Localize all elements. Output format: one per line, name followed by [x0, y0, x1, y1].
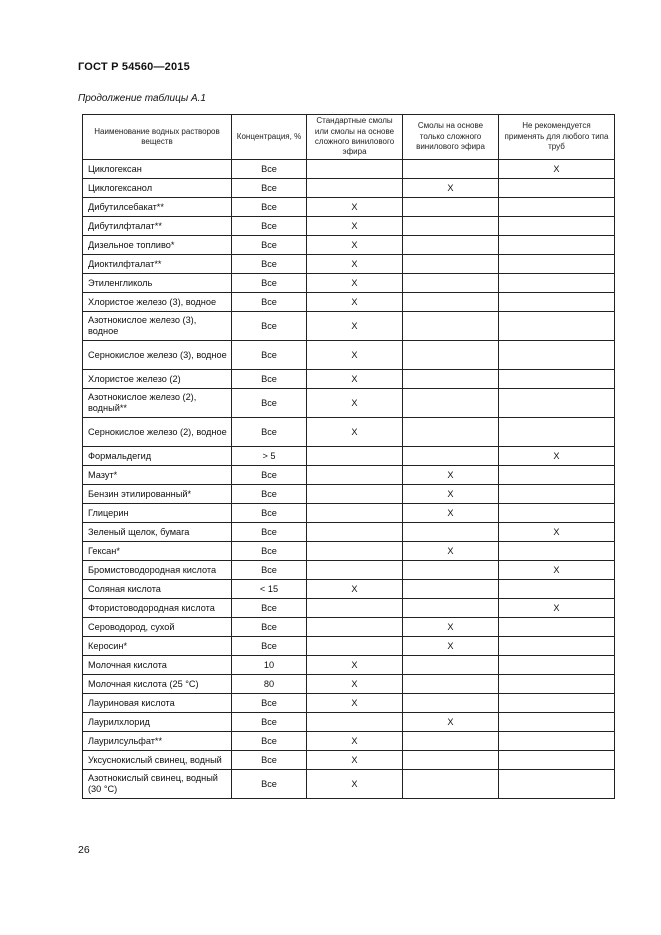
substance-cell: Молочная кислота [83, 656, 232, 675]
substance-cell: Лауриновая кислота [83, 694, 232, 713]
standard-resin-mark [307, 179, 403, 198]
not-recommended-mark: X [499, 160, 615, 179]
substance-cell: Керосин* [83, 637, 232, 656]
not-recommended-mark [499, 542, 615, 561]
table-row [83, 599, 615, 618]
concentration-cell: Все [232, 561, 307, 580]
table-row [83, 466, 615, 485]
not-recommended-mark: X [499, 599, 615, 618]
standard-resin-mark [307, 447, 403, 466]
table-row [83, 618, 615, 637]
substance-cell: Диоктилфталат** [83, 255, 232, 274]
vinyl-ester-resin-mark [403, 580, 499, 599]
concentration-cell: Все [232, 485, 307, 504]
not-recommended-mark [499, 293, 615, 312]
vinyl-ester-resin-mark: X [403, 466, 499, 485]
substance-cell: Зеленый щелок, бумага [83, 523, 232, 542]
vinyl-ester-resin-mark [403, 274, 499, 293]
table-row [83, 255, 615, 274]
concentration-cell: Все [232, 599, 307, 618]
not-recommended-mark [499, 580, 615, 599]
concentration-cell: Все [232, 523, 307, 542]
vinyl-ester-resin-mark [403, 236, 499, 255]
vinyl-ester-resin-mark: X [403, 618, 499, 637]
not-recommended-mark [499, 341, 615, 370]
concentration-cell: Все [232, 637, 307, 656]
standard-resin-mark [307, 466, 403, 485]
substance-cell: Циклогексан [83, 160, 232, 179]
standard-resin-mark [307, 523, 403, 542]
substance-cell: Соляная кислота [83, 580, 232, 599]
table-row [83, 561, 615, 580]
concentration-cell: Все [232, 770, 307, 799]
not-recommended-mark [499, 312, 615, 341]
vinyl-ester-resin-mark [403, 694, 499, 713]
substance-cell: Сероводород, сухой [83, 618, 232, 637]
not-recommended-mark [499, 179, 615, 198]
vinyl-ester-resin-mark: X [403, 504, 499, 523]
table-row [83, 217, 615, 236]
vinyl-ester-resin-mark: X [403, 179, 499, 198]
standard-resin-mark: X [307, 389, 403, 418]
table-row [83, 485, 615, 504]
substance-cell: Гексан* [83, 542, 232, 561]
substance-cell: Бензин этилированный* [83, 485, 232, 504]
standard-resin-mark: X [307, 274, 403, 293]
standard-resin-mark: X [307, 255, 403, 274]
concentration-cell: Все [232, 179, 307, 198]
not-recommended-mark: X [499, 523, 615, 542]
table-row [83, 751, 615, 770]
substance-cell: Сернокислое железо (3), водное [83, 341, 232, 370]
substance-cell: Мазут* [83, 466, 232, 485]
vinyl-ester-resin-mark [403, 447, 499, 466]
not-recommended-mark [499, 637, 615, 656]
standard-resin-mark: X [307, 293, 403, 312]
concentration-cell: Все [232, 618, 307, 637]
standard-resin-mark: X [307, 418, 403, 447]
standard-resin-mark [307, 485, 403, 504]
vinyl-ester-resin-mark: X [403, 713, 499, 732]
table-row [83, 236, 615, 255]
vinyl-ester-resin-mark [403, 255, 499, 274]
not-recommended-mark [499, 770, 615, 799]
not-recommended-mark [499, 504, 615, 523]
table-body [83, 160, 615, 799]
standard-resin-mark: X [307, 694, 403, 713]
concentration-cell: 10 [232, 656, 307, 675]
vinyl-ester-resin-mark: X [403, 542, 499, 561]
substance-cell: Азотнокислое железо (3), водное [83, 312, 232, 341]
table-row [83, 504, 615, 523]
concentration-cell: Все [232, 274, 307, 293]
standard-resin-mark [307, 561, 403, 580]
concentration-cell: Все [232, 542, 307, 561]
not-recommended-mark [499, 255, 615, 274]
not-recommended-mark [499, 198, 615, 217]
substance-cell: Этиленгликоль [83, 274, 232, 293]
vinyl-ester-resin-mark: X [403, 485, 499, 504]
substance-cell: Дибутилсебакат** [83, 198, 232, 217]
substance-cell: Глицерин [83, 504, 232, 523]
table-row [83, 523, 615, 542]
standard-resin-mark: X [307, 656, 403, 675]
table-row [83, 713, 615, 732]
table-row [83, 675, 615, 694]
not-recommended-mark: X [499, 561, 615, 580]
concentration-cell: Все [232, 217, 307, 236]
substance-cell: Формальдегид [83, 447, 232, 466]
standard-resin-mark: X [307, 198, 403, 217]
column-header-substance: Наименование водных растворов веществ [83, 115, 232, 160]
substance-cell: Уксуснокислый свинец, водный [83, 751, 232, 770]
concentration-cell: Все [232, 732, 307, 751]
concentration-cell: Все [232, 418, 307, 447]
vinyl-ester-resin-mark [403, 770, 499, 799]
not-recommended-mark [499, 713, 615, 732]
vinyl-ester-resin-mark [403, 370, 499, 389]
substance-cell: Дизельное топливо* [83, 236, 232, 255]
standard-resin-mark: X [307, 751, 403, 770]
concentration-cell: Все [232, 160, 307, 179]
vinyl-ester-resin-mark [403, 198, 499, 217]
vinyl-ester-resin-mark [403, 675, 499, 694]
standard-resin-mark [307, 637, 403, 656]
standard-resin-mark: X [307, 732, 403, 751]
standard-resin-mark: X [307, 370, 403, 389]
table-row [83, 293, 615, 312]
concentration-cell: Все [232, 751, 307, 770]
substance-cell: Бромистоводородная кислота [83, 561, 232, 580]
substance-cell: Сернокислое железо (2), водное [83, 418, 232, 447]
substance-cell: Фтористоводородная кислота [83, 599, 232, 618]
substance-cell: Дибутилфталат** [83, 217, 232, 236]
page-number: 26 [78, 844, 90, 856]
chemical-resistance-table [82, 114, 615, 799]
vinyl-ester-resin-mark [403, 732, 499, 751]
standard-resin-mark [307, 599, 403, 618]
column-header-standard-resins: Стандартные смолы или смолы на основе сложного винилового эфира [307, 115, 403, 160]
not-recommended-mark [499, 389, 615, 418]
table-row [83, 637, 615, 656]
not-recommended-mark [499, 656, 615, 675]
not-recommended-mark [499, 675, 615, 694]
table-row [83, 656, 615, 675]
concentration-cell: Все [232, 370, 307, 389]
substance-cell: Хлористое железо (3), водное [83, 293, 232, 312]
table-row [83, 341, 615, 370]
concentration-cell: Все [232, 312, 307, 341]
concentration-cell: Все [232, 293, 307, 312]
standard-resin-mark: X [307, 312, 403, 341]
table-row [83, 389, 615, 418]
table-row [83, 274, 615, 293]
concentration-cell: Все [232, 713, 307, 732]
standard-resin-mark [307, 618, 403, 637]
concentration-cell: Все [232, 255, 307, 274]
vinyl-ester-resin-mark [403, 341, 499, 370]
vinyl-ester-resin-mark [403, 523, 499, 542]
concentration-cell: < 15 [232, 580, 307, 599]
column-header-vinyl-ester-resins: Смолы на основе только сложного винилового эфира [403, 115, 499, 160]
standard-resin-mark: X [307, 341, 403, 370]
table-row [83, 694, 615, 713]
table-row [83, 770, 615, 799]
standard-resin-mark [307, 713, 403, 732]
concentration-cell: Все [232, 466, 307, 485]
table-row [83, 418, 615, 447]
table-row [83, 198, 615, 217]
not-recommended-mark [499, 751, 615, 770]
substance-cell: Азотнокислый свинец, водный (30 °C) [83, 770, 232, 799]
not-recommended-mark [499, 418, 615, 447]
table-row [83, 312, 615, 341]
vinyl-ester-resin-mark [403, 312, 499, 341]
not-recommended-mark [499, 485, 615, 504]
vinyl-ester-resin-mark [403, 217, 499, 236]
not-recommended-mark: X [499, 447, 615, 466]
vinyl-ester-resin-mark [403, 751, 499, 770]
concentration-cell: Все [232, 341, 307, 370]
document-code: ГОСТ Р 54560—2015 [78, 61, 190, 73]
standard-resin-mark: X [307, 675, 403, 694]
concentration-cell: Все [232, 198, 307, 217]
concentration-cell: Все [232, 389, 307, 418]
standard-resin-mark [307, 160, 403, 179]
vinyl-ester-resin-mark [403, 561, 499, 580]
standard-resin-mark: X [307, 217, 403, 236]
not-recommended-mark [499, 732, 615, 751]
substance-cell: Азотнокислое железо (2), водный** [83, 389, 232, 418]
not-recommended-mark [499, 694, 615, 713]
substance-cell: Циклогексанол [83, 179, 232, 198]
table-row [83, 160, 615, 179]
not-recommended-mark [499, 370, 615, 389]
not-recommended-mark [499, 466, 615, 485]
substance-cell: Лаурилхлорид [83, 713, 232, 732]
standard-resin-mark: X [307, 236, 403, 255]
concentration-cell: > 5 [232, 447, 307, 466]
concentration-cell: 80 [232, 675, 307, 694]
standard-resin-mark: X [307, 770, 403, 799]
standard-resin-mark: X [307, 580, 403, 599]
column-header-not-recommended: Не рекомендуется применять для любого типа труб [499, 115, 615, 160]
vinyl-ester-resin-mark [403, 656, 499, 675]
table-row [83, 447, 615, 466]
table-row [83, 179, 615, 198]
substance-cell: Молочная кислота (25 °C) [83, 675, 232, 694]
not-recommended-mark [499, 274, 615, 293]
table-row [83, 580, 615, 599]
concentration-cell: Все [232, 236, 307, 255]
not-recommended-mark [499, 618, 615, 637]
vinyl-ester-resin-mark: X [403, 637, 499, 656]
vinyl-ester-resin-mark [403, 293, 499, 312]
concentration-cell: Все [232, 504, 307, 523]
table-continuation-caption: Продолжение таблицы А.1 [78, 93, 206, 104]
substance-cell: Лаурилсульфат** [83, 732, 232, 751]
column-header-concentration: Концентрация, % [232, 115, 307, 160]
table-row [83, 542, 615, 561]
vinyl-ester-resin-mark [403, 599, 499, 618]
standard-resin-mark [307, 504, 403, 523]
vinyl-ester-resin-mark [403, 160, 499, 179]
standard-resin-mark [307, 542, 403, 561]
not-recommended-mark [499, 217, 615, 236]
vinyl-ester-resin-mark [403, 418, 499, 447]
table-row [83, 732, 615, 751]
concentration-cell: Все [232, 694, 307, 713]
vinyl-ester-resin-mark [403, 389, 499, 418]
table-row [83, 370, 615, 389]
table-header-row [83, 115, 615, 160]
not-recommended-mark [499, 236, 615, 255]
substance-cell: Хлористое железо (2) [83, 370, 232, 389]
